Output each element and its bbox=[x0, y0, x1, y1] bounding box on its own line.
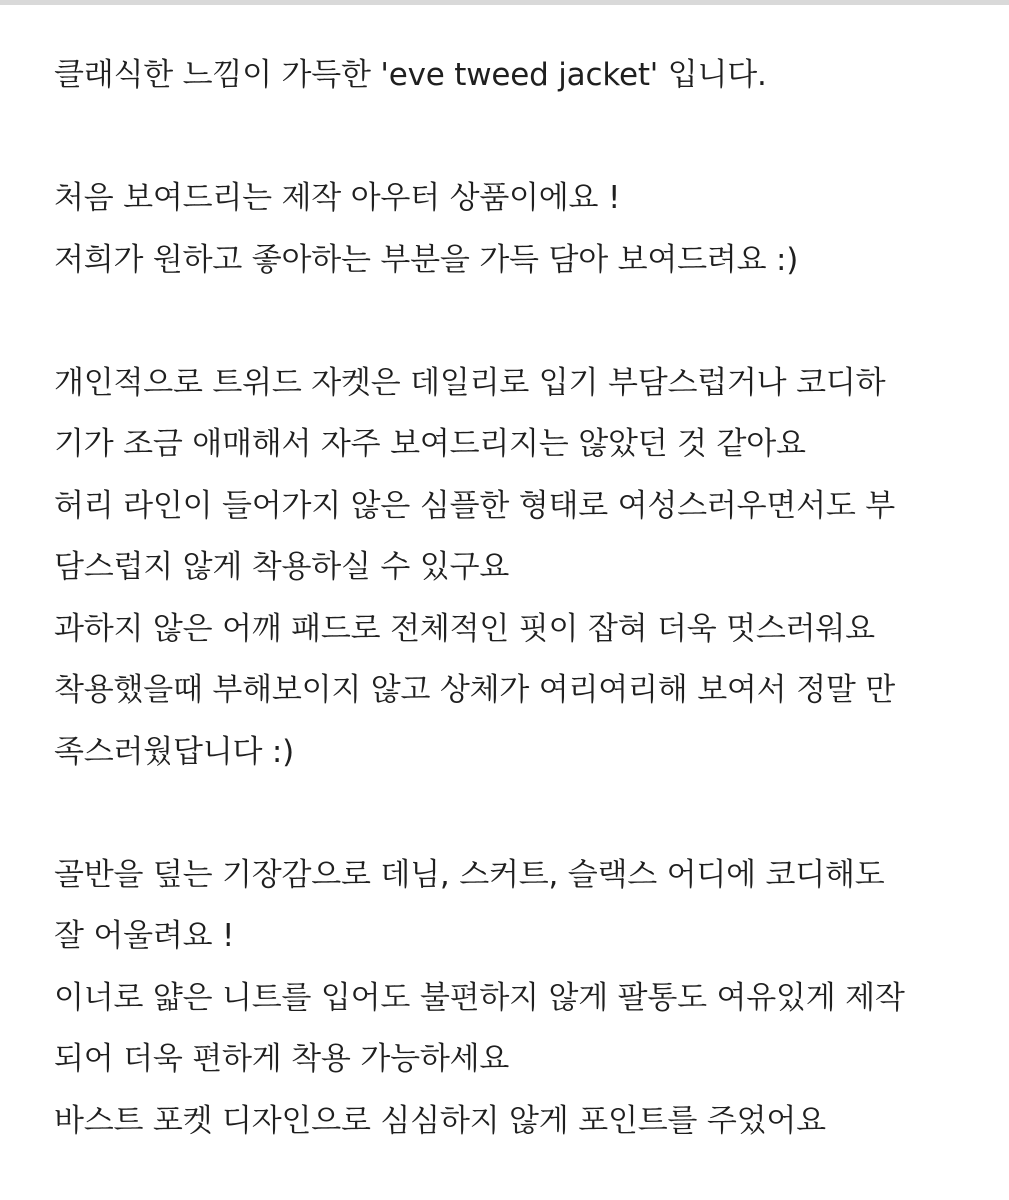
paragraph-gap bbox=[54, 783, 984, 845]
paragraph-first-outer bbox=[54, 168, 984, 291]
text-line: 착용했을때 부해보이지 않고 상체가 여리여리해 보여서 정말 만 bbox=[54, 672, 895, 708]
text-line: 잘 어울려요 ! bbox=[54, 918, 235, 954]
text-line: 골반을 덮는 기장감으로 데님, 스커트, 슬랙스 어디에 코디해도 bbox=[54, 856, 885, 893]
text-line: 담스럽지 않게 착용하실 수 있구요 bbox=[54, 549, 510, 585]
text-line: 기가 조금 애매해서 자주 보여드리지는 않았던 것 같아요 bbox=[54, 426, 806, 462]
text-line: 허리 라인이 들어가지 않은 심플한 형태로 여성스러우면서도 부 bbox=[54, 487, 895, 524]
product-description bbox=[54, 45, 984, 1152]
text-line: 개인적으로 트위드 자켓은 데일리로 입기 부담스럽거나 코디하 bbox=[54, 364, 886, 401]
paragraph-gap bbox=[54, 291, 984, 353]
text-line: 저희가 원하고 좋아하는 부분을 가득 담아 보여드려요 :) bbox=[54, 241, 799, 278]
paragraph-intro bbox=[54, 45, 984, 107]
paragraph-tweed-style bbox=[54, 353, 984, 784]
text-line: 처음 보여드리는 제작 아우터 상품이에요 ! bbox=[54, 180, 621, 216]
text-line: 되어 더욱 편하게 착용 가능하세요 bbox=[54, 1041, 510, 1077]
top-divider bbox=[0, 0, 1009, 5]
text-line: 클래식한 느낌이 가득한 'eve tweed jacket' 입니다. bbox=[54, 57, 767, 93]
paragraph-fit-details bbox=[54, 845, 984, 1153]
paragraph-gap bbox=[54, 107, 984, 169]
text-line: 족스러웠답니다 :) bbox=[54, 733, 295, 770]
text-line: 이너로 얇은 니트를 입어도 불편하지 않게 팔통도 여유있게 제작 bbox=[54, 979, 905, 1016]
text-line: 바스트 포켓 디자인으로 심심하지 않게 포인트를 주었어요 bbox=[54, 1102, 826, 1139]
text-line: 과하지 않은 어깨 패드로 전체적인 핏이 잡혀 더욱 멋스러워요 bbox=[54, 610, 875, 647]
